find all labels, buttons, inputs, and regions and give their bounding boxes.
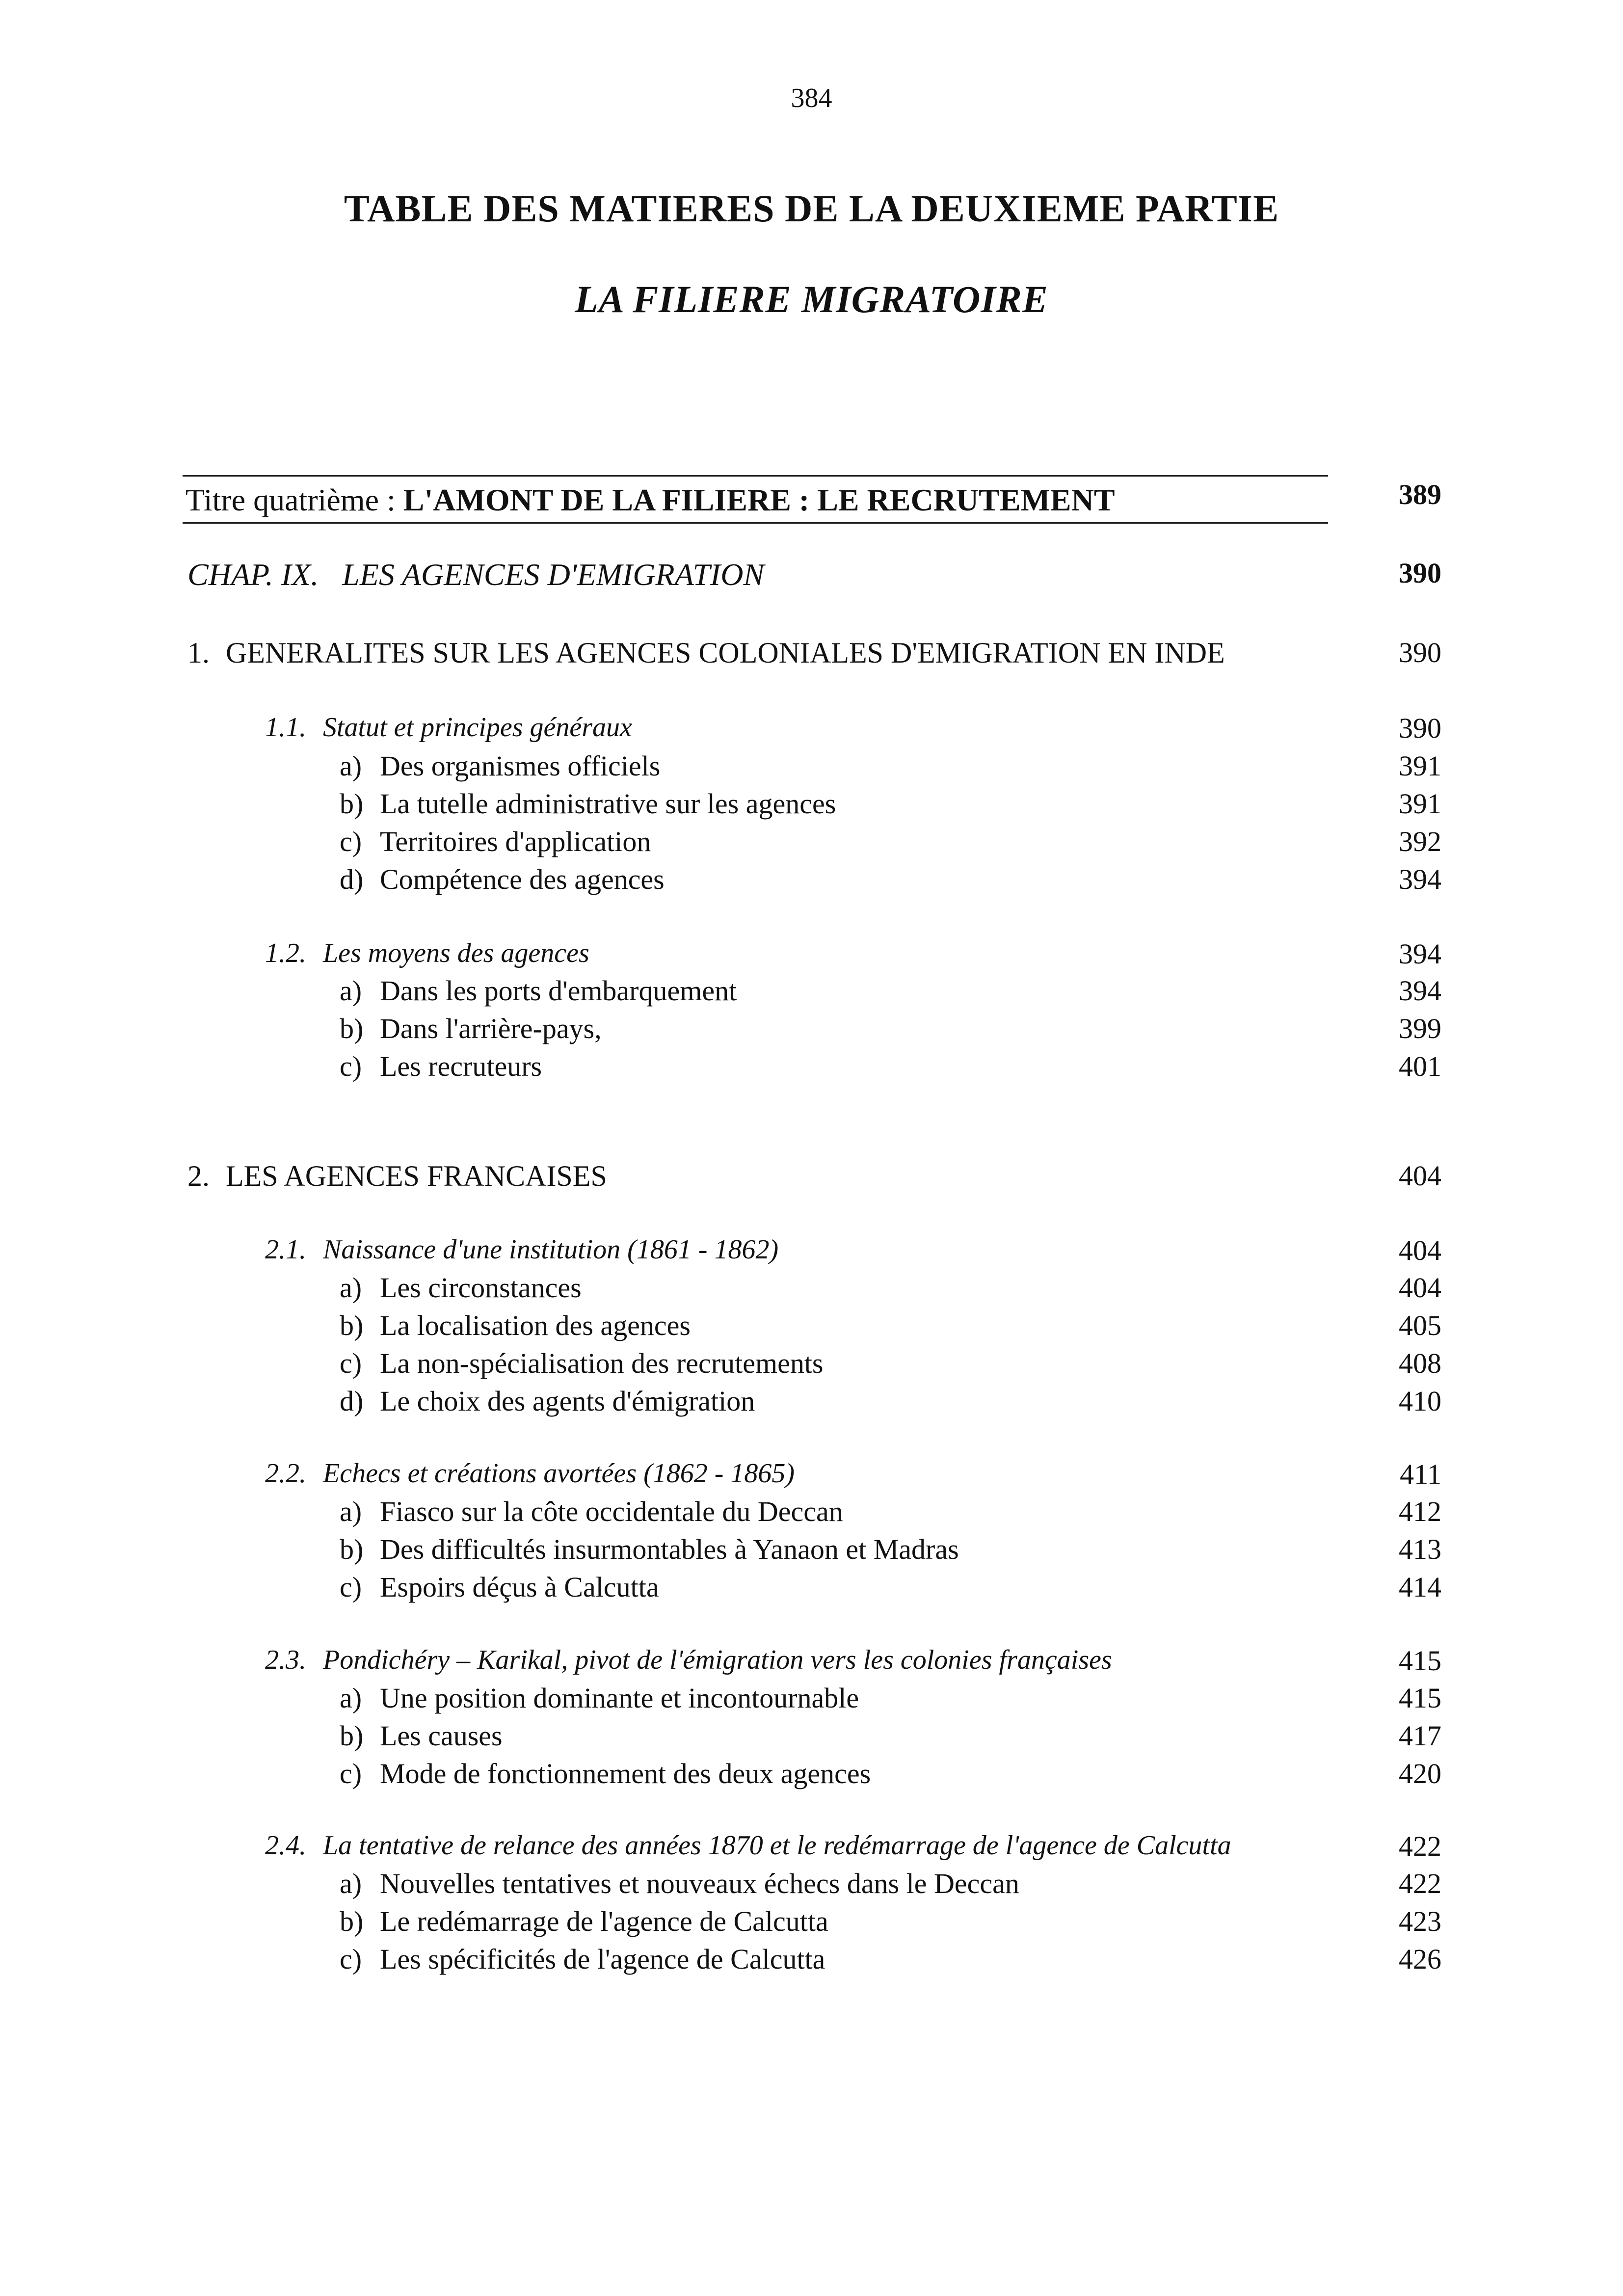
- titre-prefix: Titre quatrième :: [186, 482, 396, 517]
- item-title: Les causes: [380, 1720, 503, 1752]
- toc-titre-row: [0, 479, 1623, 521]
- toc-item-row: [0, 749, 1623, 789]
- item-title: Les spécificités de l'agence de Calcutta: [380, 1943, 825, 1975]
- item-letter: c): [340, 826, 362, 857]
- toc-subsection-row: [0, 1644, 1623, 1683]
- item-letter: a): [340, 975, 362, 1007]
- item-page: 401: [1399, 1050, 1441, 1082]
- document-title: TABLE DES MATIERES DE LA DEUXIEME PARTIE: [344, 187, 1279, 230]
- subsection-page: 390: [1399, 712, 1441, 744]
- item-letter: c): [340, 1758, 362, 1789]
- item-title: Compétence des agences: [380, 863, 665, 895]
- toc-section-row: [0, 636, 1623, 675]
- subsection-number: 1.1.: [265, 712, 306, 743]
- subsection-title: Statut et principes généraux: [323, 712, 632, 743]
- toc-item-row: [0, 1867, 1623, 1906]
- toc-item-row: [0, 787, 1623, 827]
- toc-subsection-row: [0, 712, 1623, 751]
- item-letter: a): [340, 1682, 362, 1714]
- titre-text: L'AMONT DE LA FILIERE : LE RECRUTEMENT: [403, 482, 1115, 517]
- item-title: La tutelle administrative sur les agences: [380, 788, 836, 820]
- toc-subsection-row: [0, 1234, 1623, 1273]
- item-title: Mode de fonctionnement des deux agences: [380, 1758, 871, 1789]
- section-page: 390: [1399, 637, 1441, 668]
- subsection-number: 2.2.: [265, 1458, 306, 1489]
- toc-item-row: [0, 1012, 1623, 1051]
- item-page: 394: [1399, 975, 1441, 1007]
- item-title: La localisation des agences: [380, 1309, 691, 1341]
- item-page: 426: [1399, 1943, 1441, 1975]
- titre-top-rule: [183, 475, 1328, 477]
- subsection-title: Pondichéry – Karikal, pivot de l'émigration vers les colonies françaises: [323, 1645, 1112, 1675]
- item-letter: c): [340, 1050, 362, 1082]
- titre-label: [186, 482, 1115, 518]
- toc-item-row: [0, 1050, 1623, 1089]
- chapter-page: 390: [1399, 557, 1441, 589]
- item-title: Espoirs déçus à Calcutta: [380, 1571, 659, 1603]
- titre-page: 389: [1399, 479, 1441, 510]
- item-letter: a): [340, 750, 362, 782]
- toc-chapter-row: [0, 557, 1623, 596]
- item-page: 405: [1399, 1309, 1441, 1341]
- toc-item-row: [0, 1757, 1623, 1796]
- toc-item-row: [0, 1905, 1623, 1944]
- item-title: Territoires d'application: [380, 826, 651, 857]
- item-title: Nouvelles tentatives et nouveaux échecs dans le Deccan: [380, 1868, 1019, 1899]
- item-letter: b): [340, 1720, 364, 1752]
- item-page: 399: [1399, 1013, 1441, 1044]
- subsection-title: La tentative de relance des années 1870 et le redémarrage de l'agence de Calcutta: [323, 1830, 1231, 1861]
- subsection-number: 2.1.: [265, 1234, 306, 1265]
- toc-item-row: [0, 1347, 1623, 1386]
- item-letter: d): [340, 1385, 364, 1417]
- toc-item-row: [0, 974, 1623, 1014]
- item-page: 392: [1399, 826, 1441, 857]
- section-number: 2.: [187, 1160, 210, 1192]
- item-letter: c): [340, 1571, 362, 1603]
- item-title: Le redémarrage de l'agence de Calcutta: [380, 1905, 828, 1937]
- item-title: Dans l'arrière-pays,: [380, 1013, 602, 1044]
- item-title: La non-spécialisation des recrutements: [380, 1347, 824, 1379]
- item-page: 422: [1399, 1868, 1441, 1899]
- section-number: 1.: [187, 637, 210, 669]
- item-title: Des difficultés insurmontables à Yanaon et Madras: [380, 1533, 959, 1565]
- toc-item-row: [0, 1271, 1623, 1310]
- item-page: 408: [1399, 1347, 1441, 1379]
- subsection-page: 411: [1400, 1458, 1441, 1490]
- toc-item-row: [0, 1719, 1623, 1759]
- subsection-title: Echecs et créations avortées (1862 - 1865): [323, 1458, 795, 1489]
- toc-subsection-row: [0, 937, 1623, 977]
- subsection-number: 2.3.: [265, 1645, 306, 1675]
- toc-item-row: [0, 1571, 1623, 1610]
- item-page: 415: [1399, 1682, 1441, 1714]
- item-page: 414: [1399, 1571, 1441, 1603]
- item-page: 404: [1399, 1272, 1441, 1304]
- item-page: 423: [1399, 1905, 1441, 1937]
- subsection-page: 422: [1399, 1830, 1441, 1862]
- toc-item-row: [0, 1943, 1623, 1982]
- toc-item-row: [0, 863, 1623, 902]
- toc-item-row: [0, 1533, 1623, 1572]
- toc-item-row: [0, 1385, 1623, 1424]
- subsection-page: 404: [1399, 1234, 1441, 1266]
- item-letter: b): [340, 788, 364, 820]
- section-title: GENERALITES SUR LES AGENCES COLONIALES D'EMIGRATION EN INDE: [226, 637, 1225, 669]
- subsection-title: Naissance d'une institution (1861 - 1862): [323, 1234, 779, 1265]
- item-page: 417: [1399, 1720, 1441, 1752]
- item-page: 410: [1399, 1385, 1441, 1417]
- item-page: 413: [1399, 1533, 1441, 1565]
- item-letter: b): [340, 1309, 364, 1341]
- item-page: 391: [1399, 788, 1441, 820]
- section-title: LES AGENCES FRANCAISES: [226, 1160, 607, 1192]
- subsection-number: 2.4.: [265, 1830, 306, 1861]
- toc-item-row: [0, 1309, 1623, 1348]
- toc-item-row: [0, 1495, 1623, 1534]
- item-letter: b): [340, 1013, 364, 1044]
- item-letter: d): [340, 863, 364, 895]
- item-title: Les circonstances: [380, 1272, 582, 1304]
- item-title: Dans les ports d'embarquement: [380, 975, 737, 1007]
- item-letter: a): [340, 1868, 362, 1899]
- item-page: 394: [1399, 863, 1441, 895]
- subsection-number: 1.2.: [265, 938, 306, 968]
- item-page: 420: [1399, 1758, 1441, 1789]
- item-letter: a): [340, 1272, 362, 1304]
- page-number: 384: [791, 83, 832, 113]
- item-page: 391: [1399, 750, 1441, 782]
- toc-section-row: [0, 1159, 1623, 1199]
- chapter-label: CHAP. IX. LES AGENCES D'EMIGRATION: [187, 557, 765, 592]
- item-page: 412: [1399, 1495, 1441, 1527]
- subsection-page: 394: [1399, 938, 1441, 970]
- item-letter: c): [340, 1943, 362, 1975]
- section-page: 404: [1399, 1160, 1441, 1192]
- toc-subsection-row: [0, 1458, 1623, 1497]
- toc-item-row: [0, 1682, 1623, 1721]
- item-letter: c): [340, 1347, 362, 1379]
- item-letter: b): [340, 1533, 364, 1565]
- item-title: Le choix des agents d'émigration: [380, 1385, 755, 1417]
- document-subtitle: LA FILIERE MIGRATOIRE: [575, 278, 1048, 320]
- toc-item-row: [0, 825, 1623, 864]
- titre-bottom-rule: [183, 522, 1328, 524]
- toc-subsection-row: [0, 1830, 1623, 1869]
- item-title: Une position dominante et incontournable: [380, 1682, 859, 1714]
- item-title: Les recruteurs: [380, 1050, 542, 1082]
- item-title: Des organismes officiels: [380, 750, 661, 782]
- item-letter: b): [340, 1905, 364, 1937]
- subsection-page: 415: [1399, 1645, 1441, 1677]
- item-title: Fiasco sur la côte occidentale du Deccan: [380, 1495, 843, 1527]
- item-letter: a): [340, 1495, 362, 1527]
- subsection-title: Les moyens des agences: [323, 938, 589, 968]
